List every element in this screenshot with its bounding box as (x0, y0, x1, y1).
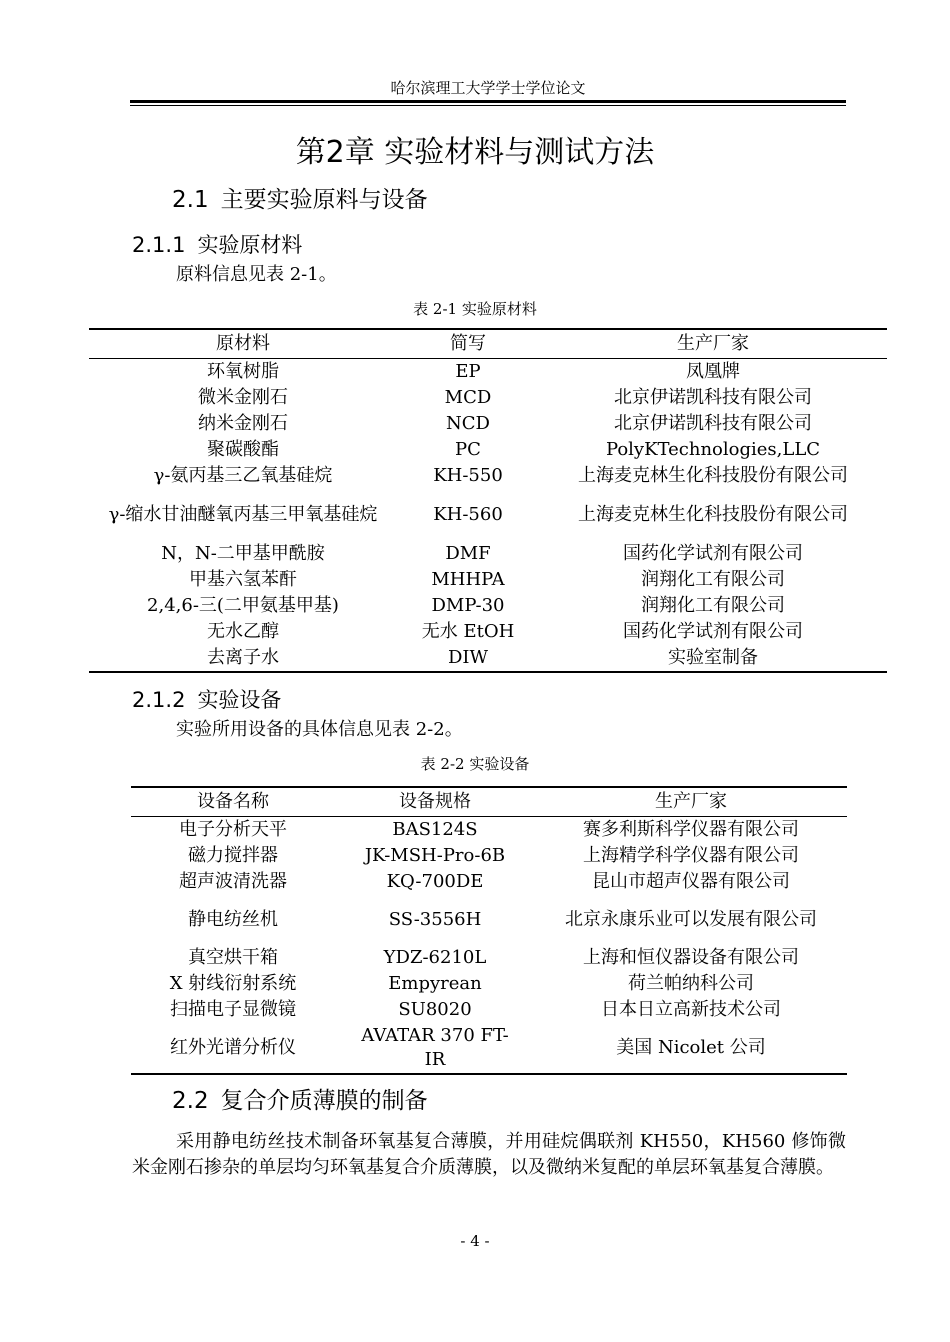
table-cell: 凤凰牌 (686, 361, 740, 382)
table-row (89, 437, 887, 463)
table-cell: MHHPA (431, 569, 505, 590)
table-cell: PC (455, 439, 481, 460)
table-row (89, 385, 887, 411)
materials-table (89, 328, 887, 673)
table-cell: 实验室制备 (668, 647, 758, 668)
table-cell: NCD (446, 413, 490, 434)
table-cell: PolyKTechnologies,LLC (605, 439, 821, 460)
table-row (89, 359, 887, 386)
table-cell: DMF (445, 543, 491, 564)
section-number: 2.2 (172, 1088, 209, 1114)
table-cell: 微米金刚石 (198, 387, 288, 408)
table-header-row (89, 329, 887, 359)
table-cell: 荷兰帕纳科公司 (628, 973, 754, 994)
table-cell: 上海麦克林生化科技股份有限公司 (578, 504, 848, 525)
table-cell: 上海精学科学仪器有限公司 (583, 845, 799, 866)
table-cell: 国药化学试剂有限公司 (623, 543, 803, 564)
table-cell: γ-缩水甘油醚氧丙基三甲氧基硅烷 (108, 504, 378, 525)
equipment-table (131, 786, 847, 1075)
table-cell: AVATAR 370 FT-IR (361, 1025, 509, 1070)
table-cell: X 射线衍射系统 (169, 973, 297, 994)
table-cell: 去离子水 (207, 647, 279, 668)
table-cell: EP (455, 361, 481, 382)
table-cell: 北京伊诺凯科技有限公司 (614, 413, 812, 434)
table-cell: 电子分析天平 (179, 819, 287, 840)
table-cell: 国药化学试剂有限公司 (623, 621, 803, 642)
column-header-abbreviation: 简写 (450, 333, 486, 354)
table-row (89, 411, 887, 437)
subsection-heading-2-1-1 (132, 231, 302, 259)
table-cell: 纳米金刚石 (198, 413, 288, 434)
table-caption-2-2: 表 2-2 实验设备 (420, 755, 530, 773)
column-header-model: 设备规格 (399, 791, 471, 812)
table-row (131, 971, 847, 997)
chapter-title: 第2章 实验材料与测试方法 (295, 135, 655, 170)
table-cell: SS-3556H (388, 909, 482, 930)
table-row (131, 817, 847, 844)
table-cell: 上海和恒仪器设备有限公司 (583, 947, 799, 968)
table-cell: KQ-700DE (386, 871, 484, 892)
table-cell: 北京伊诺凯科技有限公司 (614, 387, 812, 408)
table-cell: 无水乙醇 (207, 621, 279, 642)
section-heading-2-2 (172, 1086, 428, 1116)
table-cell: 赛多利斯科学仪器有限公司 (583, 819, 799, 840)
table-cell: 北京永康乐业可以发展有限公司 (565, 909, 817, 930)
table-cell: 磁力搅拌器 (188, 845, 278, 866)
table-row (89, 489, 887, 541)
table-cell: 静电纺丝机 (188, 909, 278, 930)
table-cell: 环氧树脂 (207, 361, 279, 382)
column-header-manufacturer: 生产厂家 (655, 791, 727, 812)
table-cell: 无水 EtOH (421, 621, 515, 642)
table-row (89, 619, 887, 645)
table-caption-2-1: 表 2-1 实验原材料 (413, 300, 537, 318)
table-cell: N，N-二甲基甲酰胺 (161, 543, 325, 564)
table-row (89, 567, 887, 593)
table-cell: YDZ-6210L (383, 947, 487, 968)
table-cell: 2,4,6-三(二甲氨基甲基) (147, 595, 339, 616)
table-cell: Empyrean (388, 973, 482, 994)
column-header-material: 原材料 (216, 333, 270, 354)
intro-paragraph-2-1-2: 实验所用设备的具体信息见表 2-2。 (176, 719, 463, 740)
table-cell: 扫描电子显微镜 (170, 999, 296, 1020)
section-number: 2.1 (172, 187, 209, 213)
table-header-row (131, 787, 847, 817)
section-title: 复合介质薄膜的制备 (220, 1088, 428, 1114)
table-row (89, 541, 887, 567)
subsection-title: 实验原材料 (197, 233, 303, 257)
table-cell: 美国 Nicolet 公司 (616, 1037, 766, 1058)
table-cell: 聚碳酸酯 (207, 439, 279, 460)
subsection-heading-2-1-2 (132, 686, 281, 714)
table-cell: KH-550 (433, 465, 503, 486)
body-paragraph-2-2: 采用静电纺丝技术制备环氧基复合薄膜，并用硅烷偶联剂 KH550，KH560 修饰微米金刚石掺杂的单层均匀环氧基复合介质薄膜，以及微纳米复配的单层环氧基复合薄膜。 (132, 1131, 846, 1178)
running-header: 哈尔滨理工大学学士学位论文 (390, 79, 586, 97)
table-cell: 超声波清洗器 (179, 871, 287, 892)
section-heading-2-1 (172, 185, 428, 215)
table-cell: MCD (444, 387, 492, 408)
table-row (89, 645, 887, 672)
table-cell: 真空烘干箱 (188, 947, 278, 968)
intro-paragraph-2-1-1: 原料信息见表 2-1。 (176, 264, 337, 285)
table-cell: DMP-30 (431, 595, 505, 616)
subsection-title: 实验设备 (197, 688, 282, 712)
table-cell: SU8020 (398, 999, 472, 1020)
table-cell: JK-MSH-Pro-6B (364, 845, 506, 866)
table-cell: BAS124S (392, 819, 478, 840)
subsection-number: 2.1.2 (132, 688, 186, 712)
table-row (131, 843, 847, 869)
table-row (131, 945, 847, 971)
header-rule-thin (130, 105, 846, 106)
table-cell: 昆山市超声仪器有限公司 (592, 871, 790, 892)
table-row (131, 997, 847, 1023)
table-row (131, 1023, 847, 1074)
table-cell: 润翔化工有限公司 (641, 595, 785, 616)
table-cell: 红外光谱分析仪 (170, 1037, 296, 1058)
table-row (89, 593, 887, 619)
header-rule-thick (130, 100, 846, 103)
table-cell: 上海麦克林生化科技股份有限公司 (578, 465, 848, 486)
column-header-manufacturer: 生产厂家 (677, 333, 749, 354)
subsection-number: 2.1.1 (132, 233, 186, 257)
table-cell: 润翔化工有限公司 (641, 569, 785, 590)
table-cell: DIW (447, 647, 489, 668)
column-header-equipment-name: 设备名称 (197, 791, 269, 812)
page-number: - 4 - (460, 1232, 490, 1250)
table-row (89, 463, 887, 489)
table-cell: γ-氨丙基三乙氧基硅烷 (153, 465, 333, 486)
table-cell: 日本日立高新技术公司 (601, 999, 781, 1020)
section-title: 主要实验原料与设备 (220, 187, 428, 213)
table-row (131, 869, 847, 895)
table-cell: 甲基六氢苯酐 (189, 569, 297, 590)
table-row (131, 895, 847, 945)
table-cell: KH-560 (433, 504, 503, 525)
